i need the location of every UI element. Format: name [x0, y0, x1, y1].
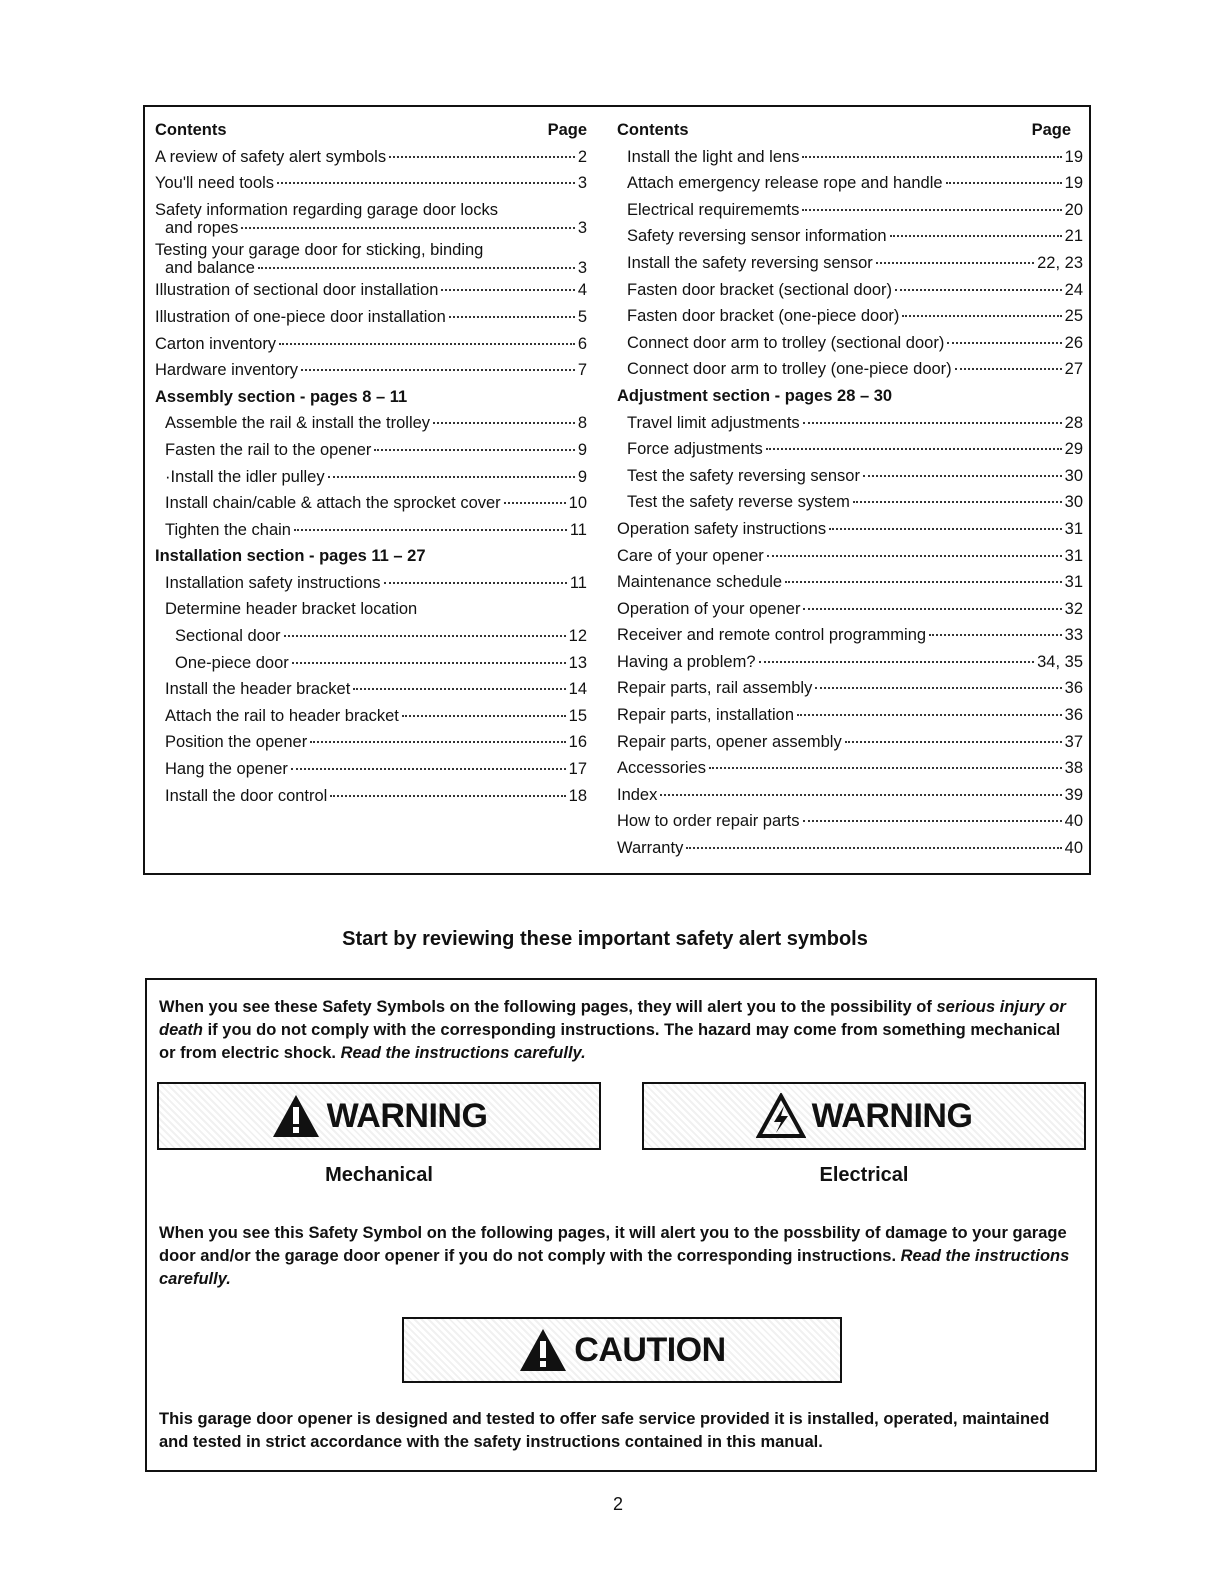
toc-entry	[155, 201, 587, 241]
electrical-warning-sign	[642, 1082, 1086, 1150]
toc-entry	[155, 600, 587, 627]
dot-leader	[294, 529, 567, 531]
toc-entry	[155, 414, 587, 441]
toc-entry	[155, 335, 587, 362]
dot-leader	[449, 316, 575, 318]
toc-entry-page: 10	[568, 494, 587, 513]
toc-header-title: Contents	[617, 121, 689, 139]
toc-entry-title: Accessories	[617, 759, 706, 778]
toc-left-column	[155, 121, 587, 813]
toc-entry	[155, 148, 587, 175]
toc-entry-title: Hang the opener	[165, 760, 288, 779]
toc-entry-title: Fasten the rail to the opener	[165, 440, 372, 459]
toc-entry-title: Repair parts, rail assembly	[617, 679, 813, 698]
toc-entry-title: Hardware inventory	[155, 361, 299, 380]
toc-entry-page: 39	[1064, 785, 1083, 804]
toc-entry-page: 27	[1064, 360, 1083, 379]
toc-entry-page: 31	[1064, 573, 1083, 592]
toc-entry	[617, 600, 1083, 627]
toc-entry-page: 37	[1064, 732, 1083, 751]
dot-leader	[895, 289, 1062, 291]
toc-entry-title: Carton inventory	[155, 334, 277, 353]
safety-intro-paragraph	[159, 996, 1079, 1065]
dot-leader	[767, 555, 1062, 557]
toc-entry-title: A review of safety alert symbols	[155, 147, 387, 166]
electrical-hazard-icon	[756, 1093, 806, 1139]
dot-leader	[802, 209, 1061, 211]
toc-entry-title: Sectional door	[175, 627, 281, 646]
dot-leader	[829, 528, 1062, 530]
toc-entry	[617, 334, 1083, 361]
caution-sign	[402, 1317, 842, 1383]
toc-entry-title: Receiver and remote control programming	[617, 626, 927, 645]
toc-entry-page: 20	[1064, 200, 1083, 219]
dot-leader	[845, 741, 1062, 743]
dot-leader	[947, 342, 1061, 344]
toc-entry	[617, 201, 1083, 228]
dot-leader	[890, 235, 1062, 237]
toc-entry-page: 36	[1064, 679, 1083, 698]
toc-entry-title: Assemble the rail & install the trolley	[165, 414, 431, 433]
dot-leader	[389, 156, 575, 158]
toc-entry	[155, 241, 587, 281]
toc-entry	[155, 654, 587, 681]
toc-entry	[617, 573, 1083, 600]
toc-entry-page: 25	[1064, 307, 1083, 326]
warning-word: WARNING	[326, 1096, 488, 1135]
toc-entry	[617, 307, 1083, 334]
toc-header	[155, 121, 587, 148]
toc-entry-title: Maintenance schedule	[617, 573, 783, 592]
toc-header-title: Contents	[155, 121, 227, 139]
toc-entry-title-cont: and balance	[165, 259, 255, 278]
toc-entry	[617, 520, 1083, 547]
toc-entry-page: 11	[569, 573, 587, 592]
dot-leader	[504, 502, 566, 504]
toc-section-heading: Assembly section - pages 8 – 11	[155, 387, 408, 406]
dot-leader	[803, 422, 1062, 424]
toc-entry-page: 36	[1064, 706, 1083, 725]
toc-entry	[617, 626, 1083, 653]
toc-entry-page: 17	[568, 760, 587, 779]
para2-read-carefully: Read the instructions carefully.	[159, 1247, 1070, 1288]
toc-entry	[617, 148, 1083, 175]
toc-entry-title: Force adjustments	[627, 440, 763, 459]
dot-leader	[803, 820, 1062, 822]
dot-leader	[863, 475, 1062, 477]
toc-entry	[617, 733, 1083, 760]
dot-leader	[876, 262, 1034, 264]
toc-entry-title: Install the light and lens	[627, 147, 800, 166]
toc-entry	[617, 281, 1083, 308]
safety-symbols-box	[145, 978, 1097, 1472]
toc-entry-page: 19	[1064, 147, 1083, 166]
toc-entry-page: 31	[1064, 519, 1083, 538]
toc-entry	[617, 679, 1083, 706]
dot-leader	[803, 608, 1061, 610]
toc-entry-title: Install the safety reversing sensor	[627, 253, 873, 272]
toc-entry-title: Connect door arm to trolley (one-piece door)	[627, 360, 952, 379]
dot-leader	[402, 715, 566, 717]
dot-leader	[277, 182, 575, 184]
toc-entry	[617, 174, 1083, 201]
toc-entry-page: 26	[1064, 333, 1083, 352]
toc-entry-title: Attach emergency release rope and handle	[627, 174, 943, 193]
toc-entry-title: Fasten door bracket (one-piece door)	[627, 307, 900, 326]
dot-leader	[291, 768, 566, 770]
dot-leader	[759, 661, 1035, 663]
toc-section-heading: Installation section - pages 11 – 27	[155, 547, 426, 566]
toc-entry	[155, 441, 587, 468]
toc-entry-title: Attach the rail to header bracket	[165, 706, 399, 725]
toc-entry-title: You'll need tools	[155, 174, 275, 193]
toc-entry-title: Tighten the chain	[165, 520, 291, 539]
toc-header-page: Page	[1031, 121, 1071, 139]
dot-leader	[330, 795, 565, 797]
dot-leader	[946, 182, 1062, 184]
toc-entry	[155, 521, 587, 548]
toc-entry	[617, 360, 1083, 387]
toc-entry-title: Illustration of one-piece door installation	[155, 307, 446, 326]
toc-entry-title: Operation of your opener	[617, 599, 801, 618]
toc-entry-page: 14	[568, 680, 587, 699]
toc-entry-title: Position the opener	[165, 733, 308, 752]
para1-read-carefully: Read the instructions carefully.	[340, 1044, 586, 1062]
toc-entry	[155, 174, 587, 201]
toc-entry-page: 8	[577, 414, 587, 433]
toc-entry-page: 22, 23	[1037, 253, 1083, 272]
dot-leader	[785, 581, 1062, 583]
toc-entry-continuation	[155, 259, 587, 277]
toc-entry-page: 6	[577, 334, 587, 353]
toc-entry-title: Install chain/cable & attach the sprocket cover	[165, 494, 501, 513]
toc-entry-page: 30	[1064, 466, 1083, 485]
mechanical-warning-sign	[157, 1082, 601, 1150]
toc-entry-page: 11	[569, 520, 587, 539]
toc-entry-page: 38	[1064, 759, 1083, 778]
toc-entry	[155, 787, 587, 814]
damage-alert-paragraph	[159, 1222, 1079, 1291]
toc-entry-title: Electrical requirememts	[627, 200, 800, 219]
toc-entry-page: 12	[568, 627, 587, 646]
para2-text: When you see this Safety Symbol on the following pages, it will alert you to the possbility of damage to your garage door and/or the garage door opener if you do not comply with the corresponding instructions.	[159, 1224, 1067, 1265]
toc-entry-title: Install the header bracket	[165, 680, 351, 699]
toc-entry	[617, 706, 1083, 733]
toc-entry	[617, 227, 1083, 254]
toc-entry-title: One-piece door	[175, 653, 289, 672]
toc-entry-page: 32	[1064, 599, 1083, 618]
toc-entry	[617, 839, 1083, 866]
toc-entry	[155, 627, 587, 654]
toc-entry-title: Warranty	[617, 839, 684, 858]
dot-leader	[374, 449, 574, 451]
toc-entry-page: 3	[577, 218, 587, 237]
toc-entry-page: 31	[1064, 546, 1083, 565]
toc-entry	[617, 254, 1083, 281]
toc-entry-page: 3	[577, 174, 587, 193]
table-of-contents	[143, 105, 1091, 875]
safe-service-paragraph: This garage door opener is designed and tested to offer safe service provided it is installed, operated, maintained and tested in strict accordance with the safety instructions contained in this manual.	[159, 1410, 1050, 1451]
toc-entry-title-cont: and ropes	[165, 218, 239, 237]
dot-leader	[815, 687, 1061, 689]
toc-entry-title: Fasten door bracket (sectional door)	[627, 280, 893, 299]
dot-leader	[433, 422, 575, 424]
toc-entry-title: Test the safety reversing sensor	[627, 466, 860, 485]
dot-leader	[660, 794, 1061, 796]
dot-leader	[241, 227, 574, 229]
toc-entry-page: 24	[1064, 280, 1083, 299]
toc-entry-title: Test the safety reverse system	[627, 493, 850, 512]
toc-entry-page: 16	[568, 733, 587, 752]
toc-entry-page: 40	[1064, 839, 1083, 858]
toc-entry	[617, 812, 1083, 839]
dot-leader	[955, 368, 1062, 370]
dot-leader	[279, 343, 575, 345]
toc-entry	[155, 308, 587, 335]
toc-entry-title: Testing your garage door for sticking, binding	[155, 241, 484, 260]
toc-entry	[617, 547, 1083, 574]
toc-entry-page: 4	[577, 281, 587, 300]
dot-leader	[310, 741, 565, 743]
para1-text-c: if you do not comply with the corresponding instructions. The hazard may come from something mechanical or from electric shock.	[159, 1021, 1061, 1062]
toc-entry-page: 15	[568, 706, 587, 725]
caution-triangle-icon	[518, 1327, 568, 1373]
warning-triangle-icon	[271, 1093, 321, 1139]
toc-entry	[155, 574, 587, 601]
toc-entry	[155, 680, 587, 707]
toc-entry-page: 19	[1064, 174, 1083, 193]
page-number: 2	[612, 1494, 623, 1514]
toc-entry-page: 33	[1064, 626, 1083, 645]
dot-leader	[353, 688, 565, 690]
toc-entry-page: 13	[568, 653, 587, 672]
dot-leader	[766, 448, 1062, 450]
toc-entry-title: ·Install the idler pulley	[165, 467, 325, 486]
toc-entry-title: Installation safety instructions	[165, 573, 381, 592]
para1-emphasis: serious injury or death	[159, 998, 1066, 1039]
toc-entry	[155, 760, 587, 787]
toc-entry-title: Connect door arm to trolley (sectional door)	[627, 333, 945, 352]
toc-entry-title: Install the door control	[165, 786, 328, 805]
toc-entry	[155, 707, 587, 734]
toc-entry-page: 34, 35	[1037, 652, 1083, 671]
para1-text-a: When you see these Safety Symbols on the following pages, they will alert you to the possibility of	[159, 998, 932, 1016]
toc-entry-title: Travel limit adjustments	[627, 413, 800, 432]
mechanical-label: Mechanical	[325, 1164, 433, 1186]
dot-leader	[328, 476, 575, 478]
toc-entry	[617, 759, 1083, 786]
toc-entry-title: Having a problem?	[617, 652, 756, 671]
toc-entry	[155, 494, 587, 521]
dot-leader	[384, 582, 567, 584]
dot-leader	[902, 315, 1061, 317]
electrical-label: Electrical	[819, 1164, 909, 1186]
toc-entry-title: Repair parts, installation	[617, 706, 795, 725]
toc-entry-page: 9	[577, 467, 587, 486]
toc-entry-page: 2	[577, 147, 587, 166]
toc-entry-title: Index	[617, 785, 658, 804]
toc-entry	[617, 786, 1083, 813]
dot-leader	[301, 369, 575, 371]
toc-header	[617, 121, 1083, 148]
toc-entry	[617, 440, 1083, 467]
dot-leader	[441, 289, 574, 291]
toc-entry-page: 7	[577, 361, 587, 380]
toc-entry-page: 21	[1064, 227, 1083, 246]
warning-word: WARNING	[811, 1096, 973, 1135]
toc-section-heading: Adjustment section - pages 28 – 30	[617, 386, 893, 405]
toc-header-page: Page	[547, 121, 587, 139]
toc-entry-page: 18	[568, 786, 587, 805]
toc-entry	[617, 414, 1083, 441]
dot-leader	[853, 501, 1062, 503]
toc-entry	[155, 281, 587, 308]
toc-entry-title: Illustration of sectional door installation	[155, 281, 439, 300]
toc-entry-title: Care of your opener	[617, 546, 764, 565]
toc-entry	[617, 467, 1083, 494]
toc-entry-page: 29	[1064, 440, 1083, 459]
toc-entry-page: 30	[1064, 493, 1083, 512]
toc-entry-title: Safety reversing sensor information	[627, 227, 887, 246]
toc-entry-page: 28	[1064, 413, 1083, 432]
dot-leader	[929, 634, 1062, 636]
toc-entry-continuation	[155, 219, 587, 237]
safety-section-title: Start by reviewing these important safety alert symbols	[342, 928, 868, 950]
toc-entry	[155, 733, 587, 760]
toc-entry-title: Repair parts, opener assembly	[617, 732, 842, 751]
toc-entry	[155, 468, 587, 495]
dot-leader	[284, 635, 566, 637]
toc-entry	[155, 361, 587, 388]
toc-entry-title: Safety information regarding garage door locks	[155, 200, 499, 219]
toc-entry-page: 3	[577, 259, 587, 278]
dot-leader	[802, 156, 1061, 158]
toc-entry	[617, 653, 1083, 680]
toc-entry-page: 9	[577, 440, 587, 459]
toc-entry	[617, 493, 1083, 520]
dot-leader	[709, 767, 1062, 769]
toc-entry-title: How to order repair parts	[617, 812, 800, 831]
dot-leader	[292, 662, 566, 664]
toc-right-column	[617, 121, 1083, 866]
dot-leader	[686, 847, 1061, 849]
toc-entry-title: Operation safety instructions	[617, 519, 827, 538]
caution-word: CAUTION	[574, 1330, 726, 1369]
toc-entry-page: 40	[1064, 812, 1083, 831]
dot-leader	[797, 714, 1062, 716]
toc-entry-title: Determine header bracket location	[165, 600, 418, 619]
dot-leader	[258, 267, 575, 269]
toc-entry-page: 5	[577, 307, 587, 326]
